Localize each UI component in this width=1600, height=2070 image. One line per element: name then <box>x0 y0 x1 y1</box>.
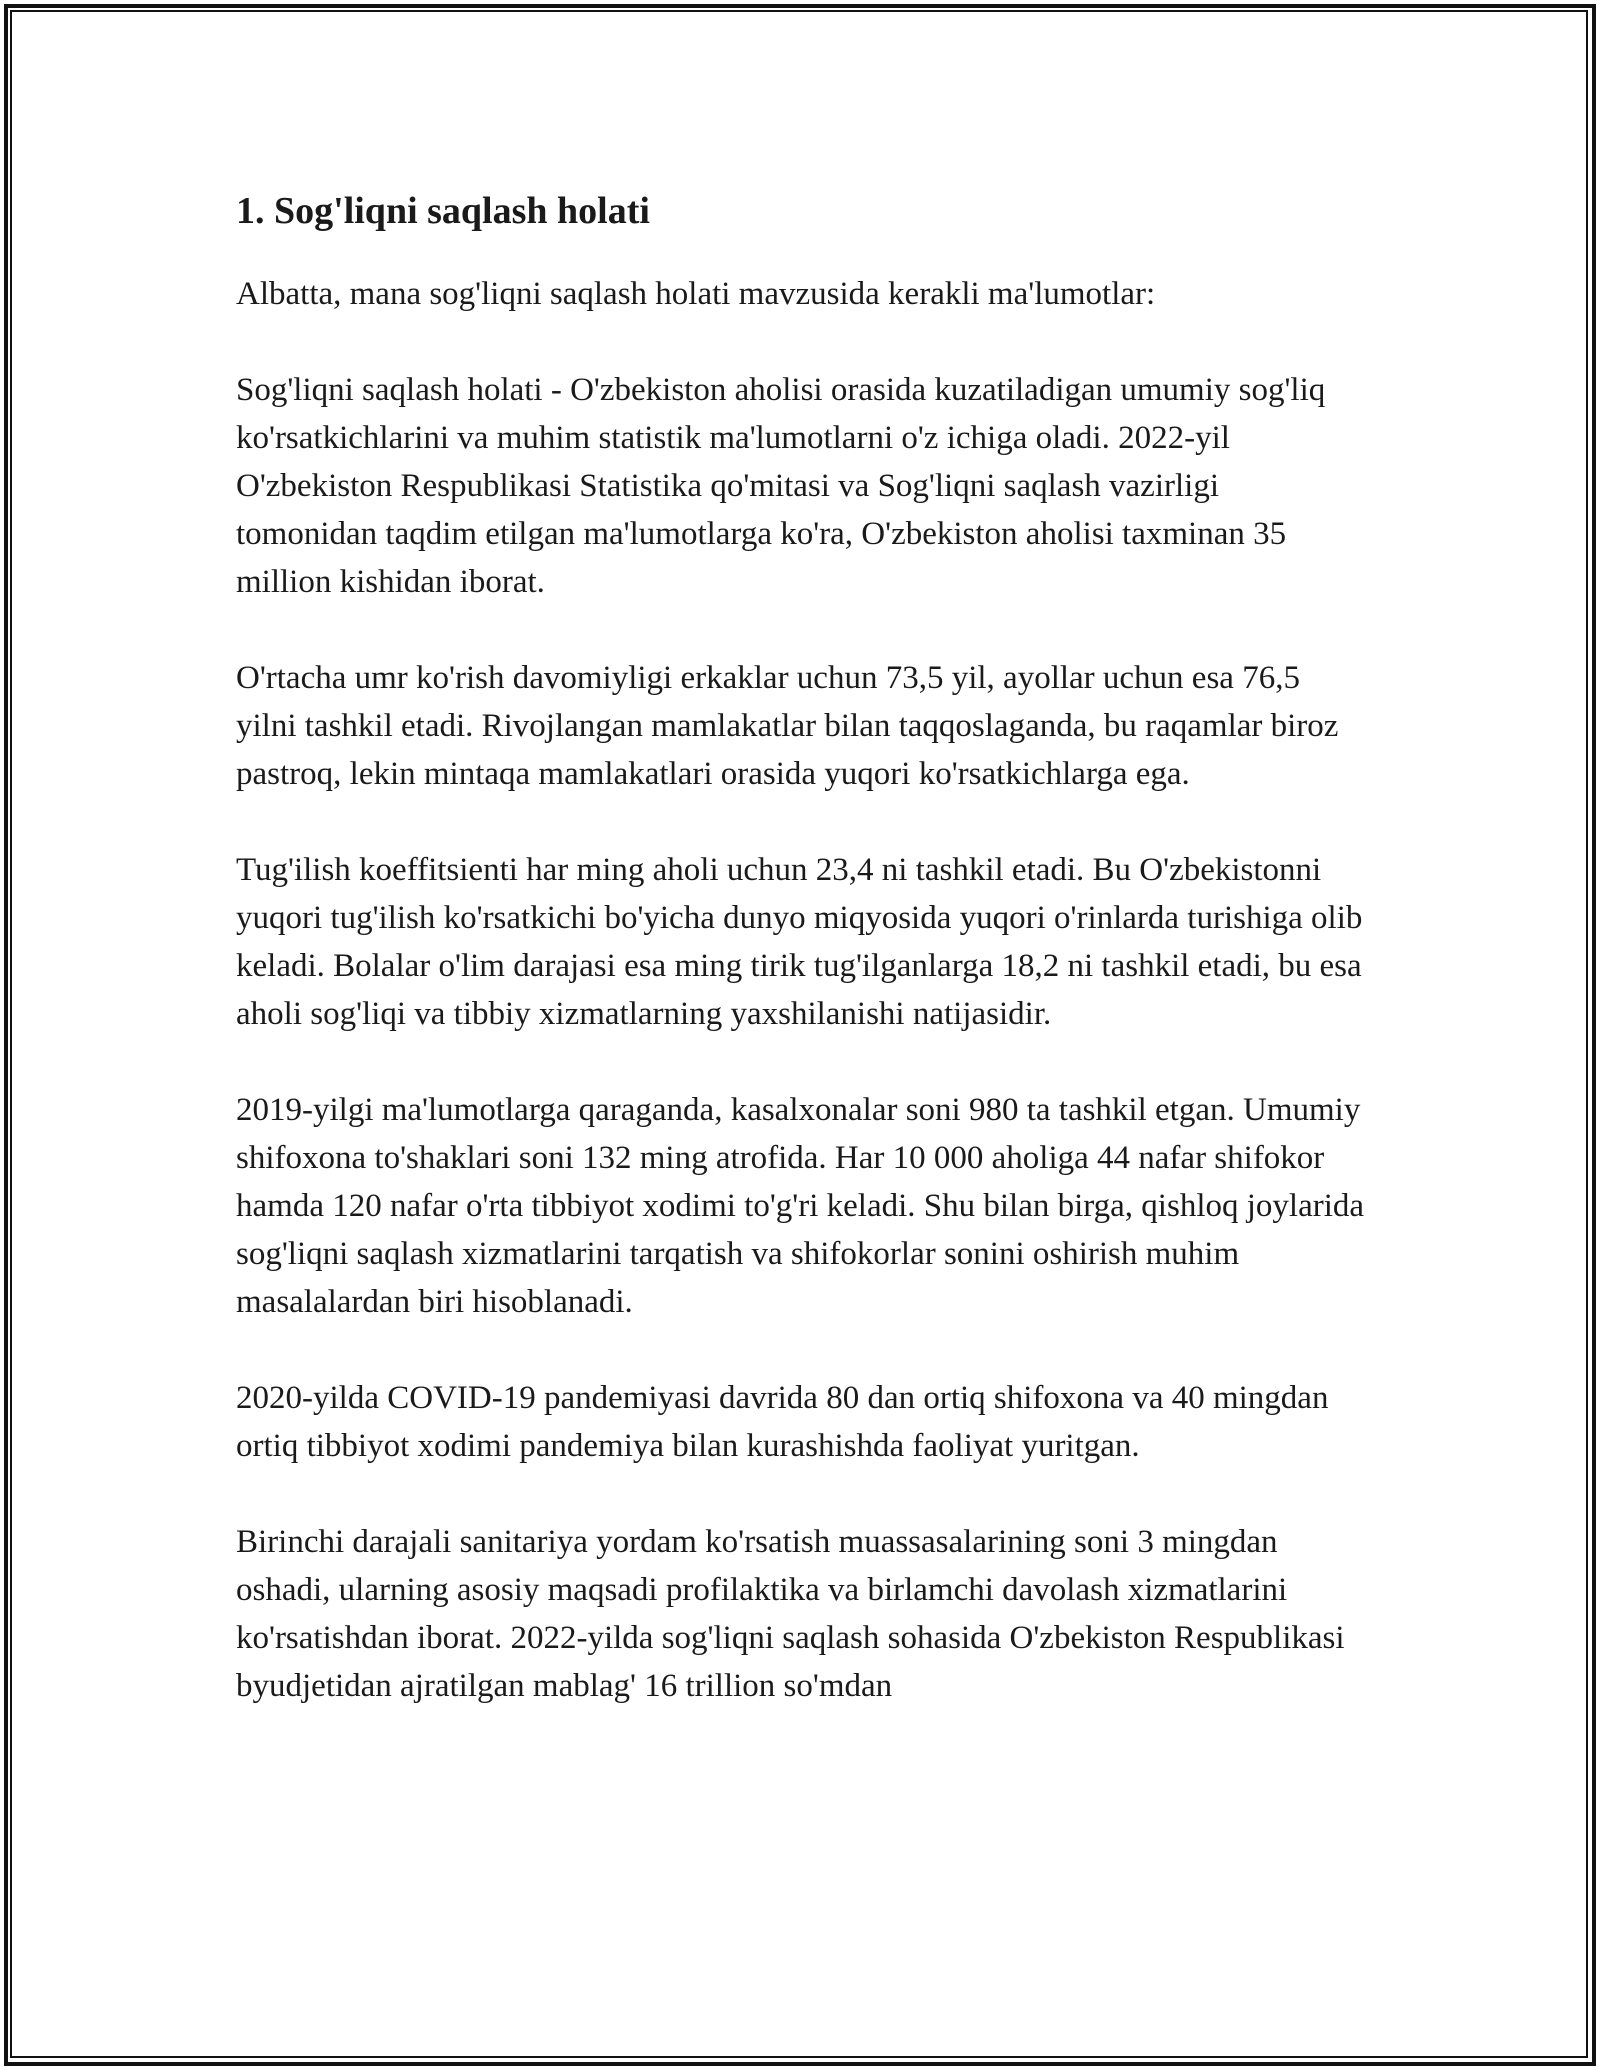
paragraph-hospitals: 2019-yilgi ma'lumotlarga qaraganda, kasalxonalar soni 980 ta tashkil etgan. Umumiy shifoxona to'shaklari soni 132 ming atrofida. Har 10 000 aholiga 44 nafar shifokor hamda 120 nafar o'rta tibbiyot xodimi to'g'ri keladi. Shu bilan birga, qishloq joylarida sog'liqni saqlash xizmatlarini tarqatish va shifokorlar sonini oshirish muhim masalalardan biri hisoblanadi. <box>236 1092 1365 1320</box>
paragraph-population: Sog'liqni saqlash holati - O'zbekiston aholisi orasida kuzatiladigan umumiy sog'liq ko'rsatkichlarini va muhim statistik ma'lumotlarni o'z ichiga oladi. 2022-yil O'zbekiston Respublikasi Statistika qo'mitasi va Sog'liqni saqlash vazirligi tomonidan taqdim etilgan ma'lumotlarga ko'ra, O'zbekiston aholisi taxminan 35 million kishidan iborat. <box>236 372 1326 600</box>
paragraph-covid: 2020-yilda COVID-19 pandemiyasi davrida 80 dan ortiq shifoxona va 40 mingdan ortiq tibbiyot xodimi pandemiya bilan kurashishda faoliyat yuritgan. <box>236 1380 1329 1464</box>
document-content <box>236 186 1366 1758</box>
paragraph-primary-care: Birinchi darajali sanitariya yordam ko'rsatish muassasalarining soni 3 mingdan oshadi, ularning asosiy maqsadi profilaktika va birlamchi davolash xizmatlarini ko'rsatishdan iborat. 2022-yilda sog'liqni saqlash sohasida O'zbekiston Respublikasi byudjetidan ajratilgan mablag' 16 trillion so'mdan <box>236 1524 1345 1704</box>
intro-paragraph: Albatta, mana sog'liqni saqlash holati mavzusida kerakli ma'lumotlar: <box>236 276 1156 312</box>
paragraph-life-expectancy: O'rtacha umr ko'rish davomiyligi erkaklar uchun 73,5 yil, ayollar uchun esa 76,5 yilni tashkil etadi. Rivojlangan mamlakatlar bilan taqqoslaganda, bu raqamlar biroz pastroq, lekin mintaqa mamlakatlari orasida yuqori ko'rsatkichlarga ega. <box>236 660 1339 792</box>
section-heading: 1. Sog'liqni saqlash holati <box>236 190 650 232</box>
paragraph-birth-rate: Tug'ilish koeffitsienti har ming aholi uchun 23,4 ni tashkil etadi. Bu O'zbekistonni yuqori tug'ilish ko'rsatkichi bo'yicha dunyo miqyosida yuqori o'rinlarda turishiga olib keladi. Bolalar o'lim darajasi esa ming tirik tug'ilganlarga 18,2 ni tashkil etadi, bu esa aholi sog'liqi va tibbiy xizmatlarning yaxshilanishi natijasidir. <box>236 852 1363 1032</box>
